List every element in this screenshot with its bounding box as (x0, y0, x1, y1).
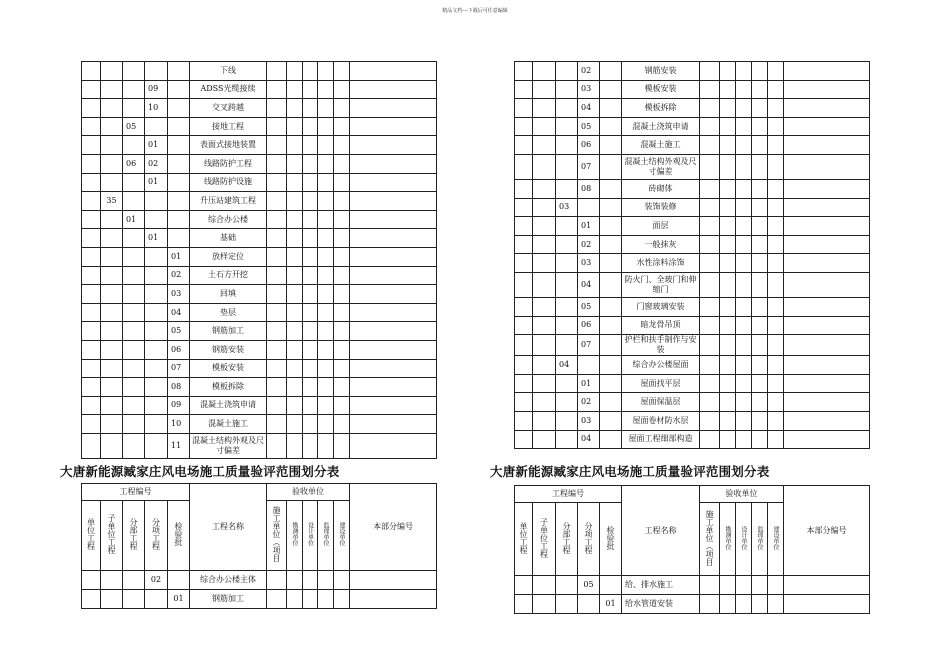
code-cell (101, 285, 123, 304)
code-cell (168, 99, 190, 118)
table-row (515, 117, 870, 136)
table-row (515, 272, 870, 297)
code-cell: 05 (168, 322, 190, 341)
code-cell (101, 99, 123, 118)
lot-code (168, 571, 190, 590)
code-cell: 01 (578, 217, 600, 236)
code-cell (168, 62, 190, 81)
table-row (82, 415, 437, 434)
sub-unit-project-header: 子单位工程 (539, 517, 549, 558)
page-header-note: 精品文档---下载后可任意编辑 (442, 8, 508, 14)
code-cell (145, 396, 168, 415)
code-cell (101, 359, 123, 378)
code-cell (556, 374, 578, 393)
table-row (515, 235, 870, 254)
item-name: 线路防护工程 (190, 154, 267, 173)
construction-unit-header: 施工单位（项目 (705, 509, 715, 566)
table-row (515, 179, 870, 198)
item-name: 接地工程 (190, 117, 267, 136)
code-cell: 01 (168, 247, 190, 266)
table-row (82, 303, 437, 322)
item-name: 面层 (622, 217, 700, 236)
item-name: 混凝土结构外观及尺寸偏差 (622, 154, 700, 179)
item-name: 屋面保温层 (622, 393, 700, 412)
table-row (515, 356, 870, 375)
item-name: 基础 (190, 229, 267, 248)
code-cell (101, 154, 123, 173)
code-cell (101, 415, 123, 434)
code-cell (101, 266, 123, 285)
code-cell: 04 (578, 272, 600, 297)
code-cell: 02 (578, 393, 600, 412)
item-name: 表面式接地装置 (190, 136, 267, 155)
code-cell (145, 192, 168, 211)
lot-code (600, 576, 622, 595)
code-cell (101, 340, 123, 359)
code-cell (168, 136, 190, 155)
sub-item-code (145, 590, 168, 609)
code-cell: 08 (578, 179, 600, 198)
code-cell (145, 378, 168, 397)
code-cell (101, 396, 123, 415)
table-row (82, 590, 437, 609)
code-cell (556, 335, 578, 356)
code-cell: 04 (168, 303, 190, 322)
code-cell: 09 (145, 80, 168, 99)
code-cell (168, 210, 190, 229)
code-cell: 02 (168, 266, 190, 285)
code-cell: 03 (556, 198, 578, 217)
code-cell (123, 322, 145, 341)
code-cell (123, 415, 145, 434)
table-row (82, 247, 437, 266)
code-cell (123, 266, 145, 285)
item-name: 混凝土浇筑申请 (190, 396, 267, 415)
table-row (82, 136, 437, 155)
table-row (82, 359, 437, 378)
code-cell (101, 247, 123, 266)
project-name-header: 工程名称 (622, 486, 700, 576)
table-row (515, 99, 870, 118)
table-row (515, 62, 870, 81)
code-cell: 06 (168, 340, 190, 359)
code-cell: 09 (168, 396, 190, 415)
item-name: 综合办公楼屋面 (622, 356, 700, 375)
item-name: 放样定位 (190, 247, 267, 266)
item-name: 暗龙骨吊顶 (622, 316, 700, 335)
item-name: 交叉跨越 (190, 99, 267, 118)
code-cell: 03 (578, 254, 600, 273)
code-cell (556, 99, 578, 118)
code-cell (123, 192, 145, 211)
table-row (515, 316, 870, 335)
item-name: 钢筋加工 (190, 590, 267, 609)
item-name: 垫层 (190, 303, 267, 322)
code-cell (556, 154, 578, 179)
table-row (82, 266, 437, 285)
table-row (82, 229, 437, 248)
code-cell: 02 (578, 235, 600, 254)
table-row (82, 99, 437, 118)
code-cell (123, 136, 145, 155)
code-cell (556, 117, 578, 136)
table-row (515, 154, 870, 179)
construction-unit-header: 施工单位（项目 (272, 506, 282, 562)
table-row (515, 198, 870, 217)
project-name-header: 工程名称 (190, 484, 267, 571)
item-name: 钢筋安装 (622, 62, 700, 81)
sub-item-code: 05 (578, 576, 600, 595)
code-cell (101, 173, 123, 192)
code-cell: 01 (145, 136, 168, 155)
code-cell (123, 99, 145, 118)
sub-unit-project-header: 子单位工程 (107, 514, 116, 554)
code-cell (101, 433, 123, 458)
item-name: 混凝土浇筑申请 (622, 117, 700, 136)
code-cell (145, 117, 168, 136)
item-name: 给、排水施工 (622, 576, 700, 595)
table-row (82, 192, 437, 211)
code-cell: 10 (145, 99, 168, 118)
item-name: 门窗玻璃安装 (622, 297, 700, 316)
code-cell: 02 (578, 62, 600, 81)
item-name: 混凝土结构外观及尺寸偏差 (190, 433, 267, 458)
lot-code: 01 (600, 595, 622, 614)
code-cell (556, 217, 578, 236)
code-cell (101, 210, 123, 229)
code-cell (556, 254, 578, 273)
code-cell: 06 (123, 154, 145, 173)
sub-item-header: 分项工程 (584, 521, 593, 554)
code-cell (101, 322, 123, 341)
item-name: 线路防护设施 (190, 173, 267, 192)
item-name: 综合办公楼 (190, 210, 267, 229)
item-name: 土石方开挖 (190, 266, 267, 285)
table-row (82, 210, 437, 229)
code-cell (556, 430, 578, 449)
table-row (82, 154, 437, 173)
code-cell: 01 (145, 173, 168, 192)
owner-unit-header: 建设单位 (772, 525, 780, 550)
item-name: 水性涂料涂饰 (622, 254, 700, 273)
code-cell (556, 411, 578, 430)
item-name: 护栏和扶手制作与安装 (622, 335, 700, 356)
code-cell (123, 285, 145, 304)
code-cell: 07 (578, 335, 600, 356)
code-cell: 08 (168, 378, 190, 397)
code-cell (101, 229, 123, 248)
item-name: 钢筋加工 (190, 322, 267, 341)
item-name: 砖砌体 (622, 179, 700, 198)
code-cell (168, 154, 190, 173)
code-cell (168, 229, 190, 248)
table-row (515, 297, 870, 316)
project-code-header: 工程编号 (515, 486, 622, 503)
table-row (82, 62, 437, 81)
item-name: 模板拆除 (622, 99, 700, 118)
left-bottom-table (81, 483, 437, 609)
unit-project-header: 单位工程 (519, 521, 528, 554)
item-name: 一般抹灰 (622, 235, 700, 254)
division-header: 分部工程 (129, 518, 138, 550)
code-cell (168, 80, 190, 99)
code-cell (556, 136, 578, 155)
table-row (82, 285, 437, 304)
table-row (82, 433, 437, 458)
item-name: 混凝土施工 (622, 136, 700, 155)
left-top-table (81, 61, 437, 459)
sub-item-code: 02 (145, 571, 168, 590)
item-name: 模板拆除 (190, 378, 267, 397)
item-name: 钢筋安装 (190, 340, 267, 359)
table-row (82, 340, 437, 359)
item-name: 防火门、全玻门和伸缩门 (622, 272, 700, 297)
code-cell (123, 340, 145, 359)
code-cell: 01 (145, 229, 168, 248)
unit-project-header: 单位工程 (86, 518, 96, 550)
code-cell (145, 322, 168, 341)
code-cell (556, 235, 578, 254)
code-cell: 01 (123, 210, 145, 229)
code-cell (123, 378, 145, 397)
table-row (515, 136, 870, 155)
item-name: 回填 (190, 285, 267, 304)
item-name: 模板安装 (622, 80, 700, 99)
supervision-unit-header: 监理单位 (322, 522, 330, 546)
item-name: 混凝土施工 (190, 415, 267, 434)
table-row (515, 217, 870, 236)
item-name: 下线 (190, 62, 267, 81)
code-cell (556, 62, 578, 81)
item-name: 给水管道安装 (622, 595, 700, 614)
item-name: 屋面工程细部构造 (622, 430, 700, 449)
code-col-header: 本部分编号 (784, 486, 870, 576)
code-cell (556, 393, 578, 412)
item-name: 综合办公楼主体 (190, 571, 267, 590)
table-row (82, 117, 437, 136)
code-cell (101, 80, 123, 99)
code-cell (123, 80, 145, 99)
design-unit-header: 设计单位 (306, 522, 314, 546)
right-top-table (514, 61, 870, 449)
code-cell (168, 117, 190, 136)
table-row (515, 576, 870, 595)
code-cell (145, 62, 168, 81)
code-cell: 04 (578, 430, 600, 449)
item-name: ADSS光缆接续 (190, 80, 267, 99)
code-cell (168, 173, 190, 192)
code-cell (101, 117, 123, 136)
acceptance-unit-header: 验收单位 (267, 484, 350, 501)
code-cell: 03 (578, 411, 600, 430)
code-cell (101, 378, 123, 397)
code-cell (145, 285, 168, 304)
supervision-unit-header: 监理单位 (756, 525, 764, 550)
division-header: 分部工程 (562, 521, 571, 554)
item-name: 装饰装修 (622, 198, 700, 217)
code-cell (578, 356, 600, 375)
code-cell (556, 316, 578, 335)
item-name: 屋面卷材防水层 (622, 411, 700, 430)
item-name: 升压站建筑工程 (190, 192, 267, 211)
code-cell: 03 (168, 285, 190, 304)
table-row (515, 595, 870, 614)
code-cell: 06 (578, 316, 600, 335)
code-cell: 10 (168, 415, 190, 434)
table-row (82, 322, 437, 341)
code-cell: 07 (168, 359, 190, 378)
lot-code: 01 (168, 590, 190, 609)
code-cell: 11 (168, 433, 190, 458)
code-cell (556, 179, 578, 198)
right-bottom-table (514, 485, 870, 614)
code-cell: 07 (578, 154, 600, 179)
table-row (82, 571, 437, 590)
survey-unit-header: 勘测单位 (724, 525, 732, 550)
code-cell: 02 (145, 154, 168, 173)
code-cell: 04 (556, 356, 578, 375)
sub-item-header: 分项工程 (151, 518, 161, 550)
code-cell: 05 (578, 117, 600, 136)
code-cell: 05 (578, 297, 600, 316)
code-cell (145, 210, 168, 229)
code-cell (556, 80, 578, 99)
code-cell (123, 359, 145, 378)
design-unit-header: 设计单位 (740, 525, 748, 550)
code-cell (123, 229, 145, 248)
code-cell (578, 198, 600, 217)
code-cell (145, 247, 168, 266)
project-code-header: 工程编号 (82, 484, 190, 501)
table-row (515, 254, 870, 273)
table-row (82, 173, 437, 192)
code-cell (123, 62, 145, 81)
code-cell (145, 303, 168, 322)
table-row (515, 411, 870, 430)
code-cell (145, 340, 168, 359)
code-cell: 35 (101, 192, 123, 211)
code-cell (101, 303, 123, 322)
code-cell (556, 297, 578, 316)
code-cell (123, 303, 145, 322)
code-cell: 04 (578, 99, 600, 118)
code-cell (101, 136, 123, 155)
left-table-title: 大唐新能源臧家庄风电场施工质量验评范围划分表 (60, 464, 340, 479)
code-cell (123, 433, 145, 458)
item-name: 模板安装 (190, 359, 267, 378)
code-cell (168, 192, 190, 211)
code-cell: 01 (578, 374, 600, 393)
code-cell (123, 396, 145, 415)
code-cell: 03 (578, 80, 600, 99)
code-cell: 05 (123, 117, 145, 136)
table-row (82, 396, 437, 415)
survey-unit-header: 勘测单位 (291, 522, 299, 546)
table-row (515, 393, 870, 412)
inspection-lot-header: 检验批 (174, 522, 184, 546)
code-cell (123, 173, 145, 192)
right-table-title: 大唐新能源臧家庄风电场施工质量验评范围划分表 (490, 464, 770, 479)
code-cell: 06 (578, 136, 600, 155)
table-row (82, 80, 437, 99)
code-cell (145, 433, 168, 458)
table-row (515, 374, 870, 393)
table-row (515, 80, 870, 99)
code-cell (145, 266, 168, 285)
code-cell (145, 359, 168, 378)
code-cell (145, 415, 168, 434)
acceptance-unit-header: 验收单位 (700, 486, 784, 503)
item-name: 屋面找平层 (622, 374, 700, 393)
table-row (515, 430, 870, 449)
code-cell (123, 247, 145, 266)
inspection-lot-header: 检验批 (606, 525, 616, 550)
table-row (82, 378, 437, 397)
code-col-header: 本部分编号 (350, 484, 437, 571)
owner-unit-header: 建设单位 (338, 522, 346, 546)
code-cell (101, 62, 123, 81)
sub-item-code (578, 595, 600, 614)
code-cell (556, 272, 578, 297)
table-row (515, 335, 870, 356)
